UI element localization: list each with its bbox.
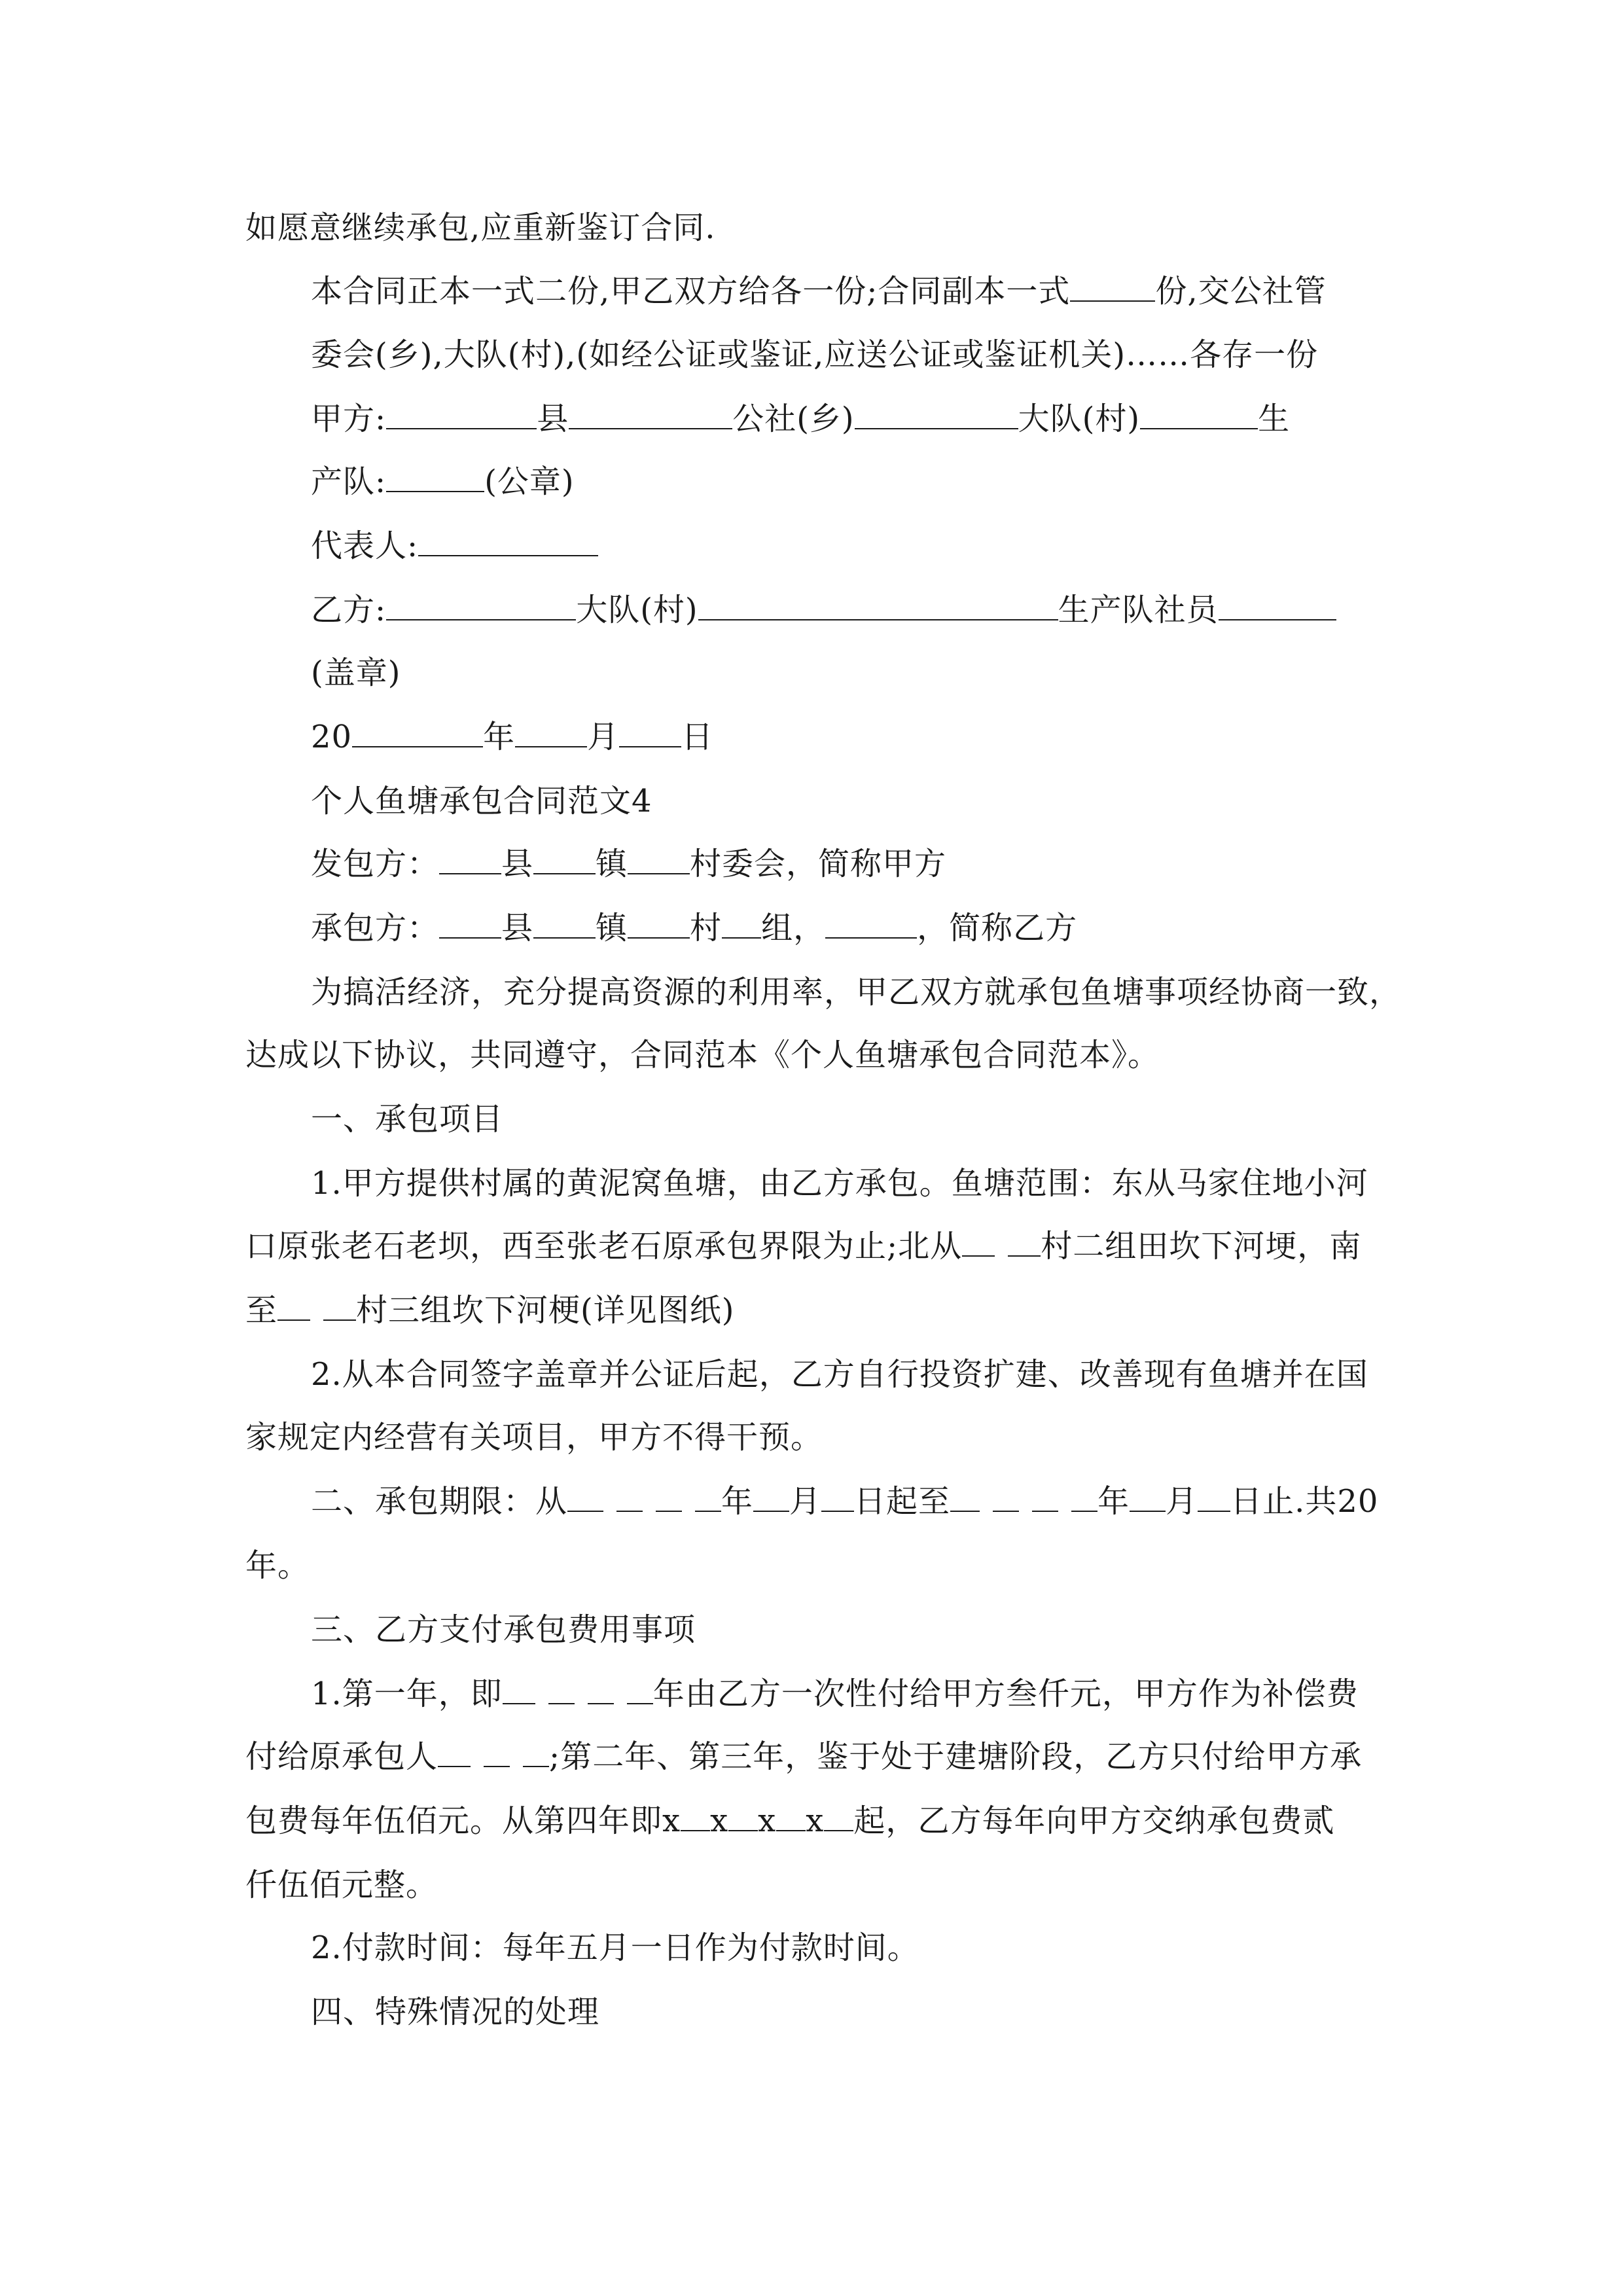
text: 仟伍佰元整。 (245, 1867, 438, 1903)
blank-line (753, 1482, 789, 1512)
text: 年 (721, 1483, 754, 1520)
text-line (311, 335, 1318, 374)
text-line (311, 908, 1077, 948)
text: 1.甲方提供村属的黄泥窝鱼塘，由乙方承包。鱼塘范围：东从马家住地小河 (311, 1165, 1368, 1202)
text: 月 (587, 719, 620, 755)
text-line (245, 1227, 1361, 1266)
text-line (245, 1418, 823, 1457)
blank-line (439, 844, 501, 874)
text: 一、承包项目 (311, 1101, 504, 1138)
text: 三、乙方支付承包费用事项 (311, 1611, 696, 1648)
section-heading (311, 1482, 1378, 1521)
blank-line (418, 526, 598, 556)
text: x (758, 1803, 777, 1839)
text-line (245, 1737, 1362, 1776)
text: 二、承包期限：从 (311, 1483, 568, 1520)
blank-line (722, 908, 761, 939)
blank-line (695, 1482, 721, 1512)
text: 家规定内经营有关项目，甲方不得干预。 (245, 1419, 823, 1456)
text: 村 (690, 910, 722, 946)
text: 年 (483, 719, 516, 755)
text-line (245, 1801, 1334, 1840)
blank-line (515, 717, 587, 747)
blank-line (523, 1737, 549, 1767)
text: 四、特殊情况的处理 (311, 1994, 600, 2030)
text: 承包方： (311, 910, 440, 946)
text: 生 (1258, 401, 1291, 437)
blank-line (950, 1482, 980, 1512)
text: 份,交公社管 (1155, 273, 1327, 310)
blank-line (567, 1482, 603, 1512)
blank-line (855, 399, 1018, 429)
text: 如愿意继续承包,应重新鉴订合同. (245, 209, 716, 246)
text-line (311, 462, 575, 501)
text: 包费每年伍佰元。从第四年即 (245, 1803, 663, 1839)
text-line (245, 1035, 1160, 1075)
text-line (311, 590, 1336, 630)
section-heading (311, 1992, 599, 2032)
blank-line (386, 399, 537, 429)
text: 甲方: (311, 401, 387, 437)
text: 月 (789, 1483, 822, 1520)
text: 口原张老石老坝，西至张老石原承包界限为止;北从 (245, 1228, 963, 1265)
text: 发包方： (311, 846, 440, 882)
text: 县 (501, 910, 534, 946)
blank-line (438, 1737, 471, 1767)
blank-line (503, 1674, 535, 1704)
text: 20 (311, 719, 353, 755)
text: 乙方: (311, 592, 387, 628)
text: x (806, 1803, 825, 1839)
blank-line (656, 1482, 682, 1512)
blank-line (352, 717, 483, 747)
blank-line (1198, 1482, 1230, 1512)
text: x (710, 1803, 729, 1839)
text-line (245, 208, 716, 247)
blank-line (962, 1227, 995, 1257)
text: 村三组坎下河梗(详见图纸) (356, 1292, 735, 1329)
text: 产队: (311, 463, 387, 500)
blank-line (825, 908, 917, 939)
text-line (311, 717, 713, 757)
blank-line (1032, 1482, 1058, 1512)
blank-line (277, 1291, 310, 1321)
text: 年 (1097, 1483, 1130, 1520)
text-line (311, 1355, 1368, 1394)
text: 个人鱼塘承包合同范文4 (311, 783, 652, 819)
text: 镇 (596, 846, 628, 882)
blank-line (1071, 1482, 1097, 1512)
blank-line (627, 1674, 653, 1704)
text: 付给原承包人 (245, 1738, 438, 1775)
text: 镇 (596, 910, 628, 946)
blank-line (728, 1801, 758, 1831)
text-line (311, 1674, 1359, 1713)
blank-line (533, 844, 596, 874)
text: 代表人: (311, 528, 419, 564)
blank-line (824, 1801, 853, 1831)
text-line (311, 272, 1327, 311)
text: 公社(乡) (732, 401, 855, 437)
blank-line (993, 1482, 1019, 1512)
text: 县 (501, 846, 534, 882)
text: 委会(乡),大队(村),(如经公证或鉴证,应送公证或鉴证机关)……各存一份 (311, 336, 1319, 373)
blank-line (1130, 1482, 1166, 1512)
text-line (311, 1928, 919, 1967)
blank-line (698, 590, 1058, 620)
blank-line (619, 717, 681, 747)
blank-line (386, 462, 484, 492)
text-line (311, 973, 1401, 1012)
blank-line (681, 1801, 710, 1831)
text: x (662, 1803, 681, 1839)
blank-line (821, 1482, 854, 1512)
text-line (311, 781, 652, 821)
text-line (245, 1546, 310, 1585)
text: 日起至 (854, 1483, 951, 1520)
text-line (311, 1164, 1368, 1203)
blank-line (588, 1674, 614, 1704)
text: ;第二年、第三年，鉴于处于建塘阶段，乙方只付给甲方承 (549, 1738, 1363, 1775)
blank-line (533, 908, 596, 939)
blank-line (569, 399, 732, 429)
text: 日止.共20 (1230, 1483, 1379, 1520)
blank-line (628, 908, 690, 939)
text-line (245, 1865, 438, 1905)
text: 县 (537, 401, 569, 437)
text: 本合同正本一式二份,甲乙双方给各一份;合同副本一式 (311, 273, 1071, 310)
text: 月 (1166, 1483, 1198, 1520)
blank-line (386, 590, 576, 620)
blank-line (1008, 1227, 1041, 1257)
blank-line (484, 1737, 510, 1767)
text: 组， (761, 910, 826, 946)
text: 村委会，简称甲方 (690, 846, 947, 882)
text: 2.付款时间：每年五月一日作为付款时间。 (311, 1929, 919, 1966)
blank-line (1140, 399, 1258, 429)
blank-line (1070, 272, 1155, 302)
text: 村二组田坎下河埂，南 (1041, 1228, 1362, 1265)
text: 达成以下协议，共同遵守，合同范本《个人鱼塘承包合同范本》。 (245, 1037, 1160, 1073)
blank-line (628, 844, 690, 874)
text: ，简称乙方 (917, 910, 1078, 946)
text: 为搞活经济，充分提高资源的利用率，甲乙双方就承包鱼塘事项经协商一致， (311, 974, 1402, 1011)
text: 年。 (245, 1547, 310, 1584)
blank-line (439, 908, 501, 939)
text: 生产队社员 (1058, 592, 1219, 628)
text-line (311, 526, 598, 565)
section-heading (311, 1100, 503, 1139)
blank-line (776, 1801, 806, 1831)
text: 2.从本合同签字盖章并公证后起，乙方自行投资扩建、改善现有鱼塘并在国 (311, 1356, 1368, 1393)
blank-line (323, 1291, 356, 1321)
text-line (311, 844, 946, 884)
text: 1.第一年，即 (311, 1676, 503, 1712)
text: 至 (245, 1292, 278, 1329)
text-line (311, 653, 401, 692)
blank-line (616, 1482, 643, 1512)
text: 大队(村) (576, 592, 698, 628)
text: (盖章) (311, 655, 401, 691)
blank-line (1219, 590, 1336, 620)
text: 起，乙方每年向甲方交纳承包费贰 (853, 1803, 1335, 1839)
text-line (245, 1291, 734, 1330)
text: (公章) (484, 463, 575, 500)
text: 日 (681, 719, 714, 755)
text-line (311, 399, 1290, 439)
text: 年由乙方一次性付给甲方叁仟元，甲方作为补偿费 (652, 1676, 1359, 1712)
section-heading (311, 1610, 696, 1649)
text: 大队(村) (1018, 401, 1141, 437)
blank-line (548, 1674, 575, 1704)
